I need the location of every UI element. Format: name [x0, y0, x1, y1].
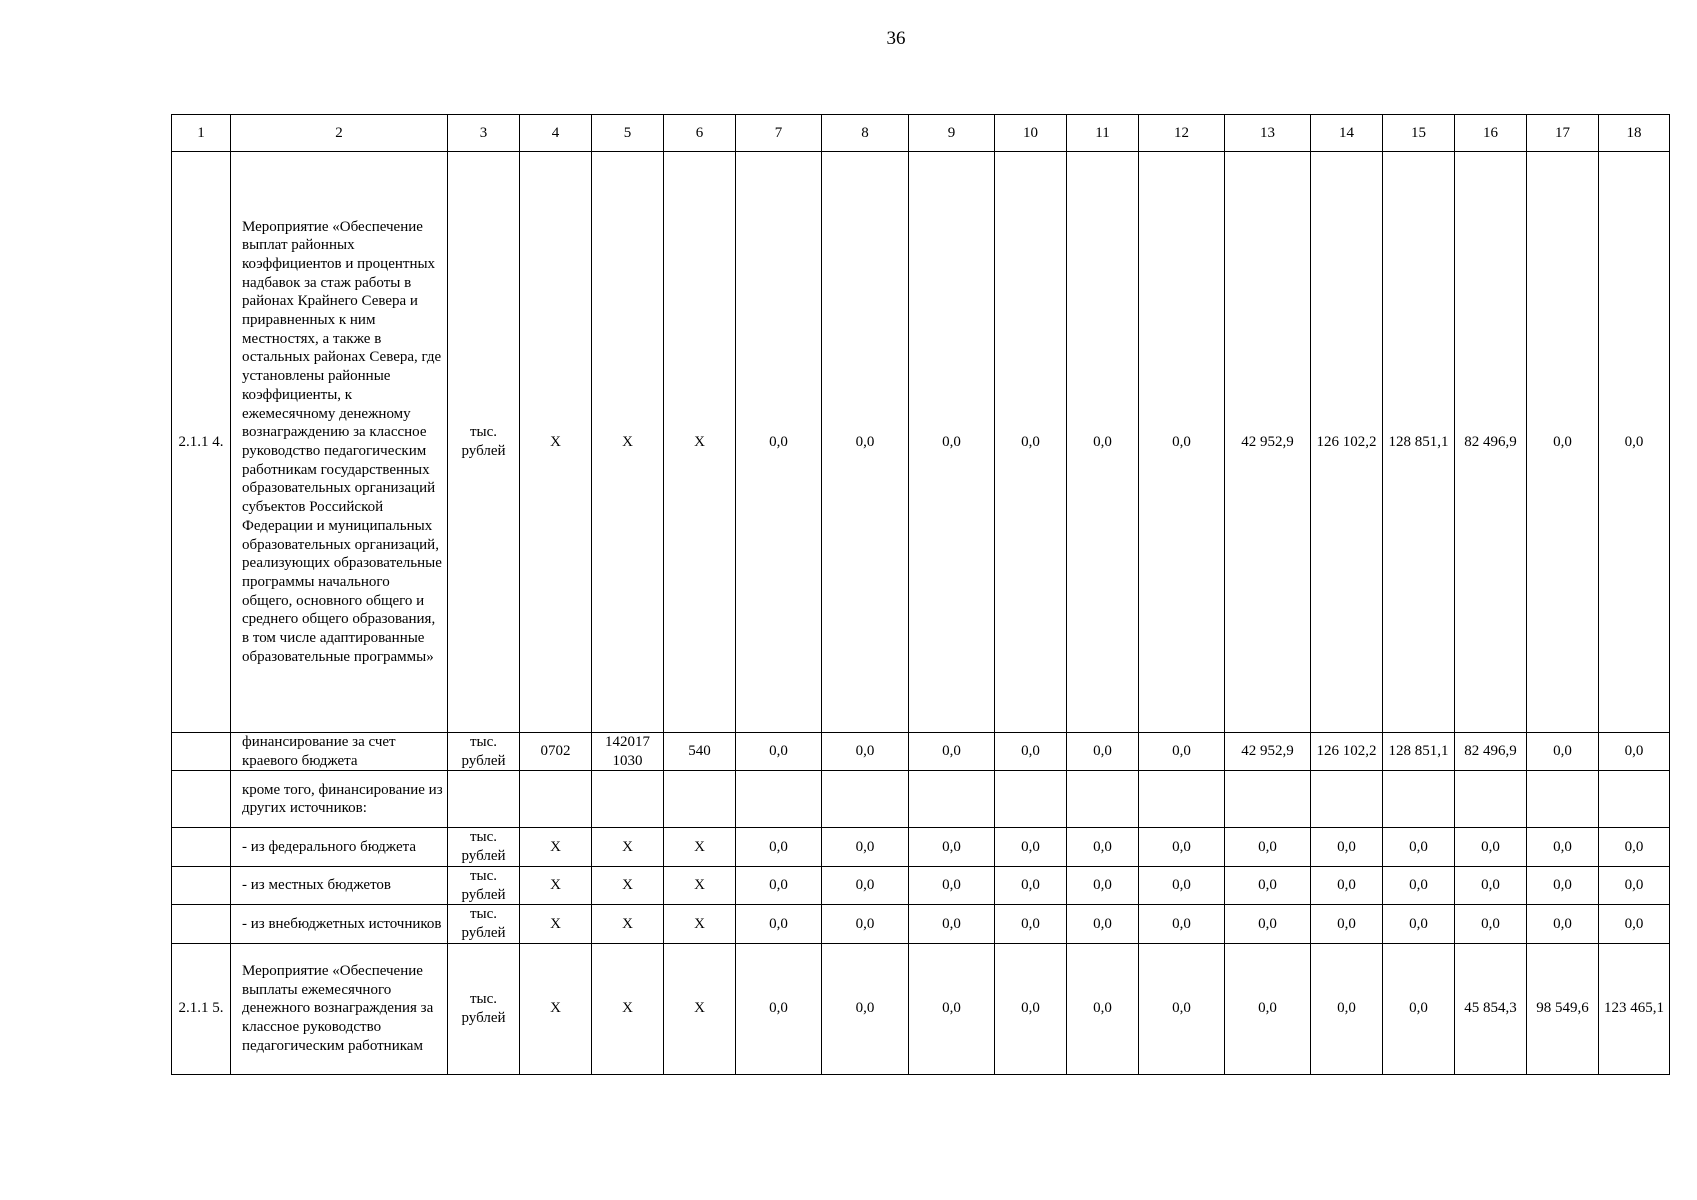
- value-cell: Х: [520, 943, 592, 1074]
- value-cell: [1455, 771, 1527, 828]
- value-cell: 0,0: [736, 866, 822, 904]
- header-cell: 4: [520, 115, 592, 152]
- unit-cell: тыс. рублей: [448, 905, 520, 943]
- value-cell: Х: [592, 943, 664, 1074]
- value-cell: 0,0: [736, 828, 822, 866]
- value-cell: 0,0: [909, 828, 995, 866]
- value-cell: [995, 771, 1067, 828]
- value-cell: 82 496,9: [1455, 152, 1527, 733]
- value-cell: 0,0: [1599, 152, 1670, 733]
- row-name-cell: Мероприятие «Обеспечение выплаты ежемесячного денежного вознаграждения за классное руководство педагогическим работникам: [231, 943, 448, 1074]
- value-cell: 0,0: [1067, 866, 1139, 904]
- unit-cell: тыс. рублей: [448, 943, 520, 1074]
- value-cell: [592, 771, 664, 828]
- header-cell: 5: [592, 115, 664, 152]
- value-cell: Х: [520, 905, 592, 943]
- value-cell: 0,0: [995, 733, 1067, 771]
- value-cell: Х: [592, 152, 664, 733]
- value-cell: [736, 771, 822, 828]
- value-cell: 0,0: [1527, 733, 1599, 771]
- value-cell: 0,0: [1139, 943, 1225, 1074]
- value-cell: [1599, 771, 1670, 828]
- header-cell: 11: [1067, 115, 1139, 152]
- header-cell: 14: [1311, 115, 1383, 152]
- value-cell: 42 952,9: [1225, 152, 1311, 733]
- value-cell: 0,0: [1383, 828, 1455, 866]
- header-cell: 16: [1455, 115, 1527, 152]
- unit-cell: тыс. рублей: [448, 152, 520, 733]
- header-cell: 17: [1527, 115, 1599, 152]
- value-cell: 0,0: [822, 733, 909, 771]
- value-cell: Х: [520, 866, 592, 904]
- value-cell: 123 465,1: [1599, 943, 1670, 1074]
- value-cell: Х: [520, 152, 592, 733]
- row-id-cell: [172, 905, 231, 943]
- row-name-cell: финансирование за счет краевого бюджета: [231, 733, 448, 771]
- value-cell: 0,0: [1067, 905, 1139, 943]
- value-cell: 540: [664, 733, 736, 771]
- value-cell: Х: [592, 828, 664, 866]
- value-cell: [520, 771, 592, 828]
- header-cell: 13: [1225, 115, 1311, 152]
- value-cell: 0,0: [909, 866, 995, 904]
- table-row: [172, 828, 1670, 866]
- value-cell: 0,0: [995, 905, 1067, 943]
- row-id-cell: [172, 733, 231, 771]
- value-cell: 0,0: [995, 152, 1067, 733]
- header-cell: 6: [664, 115, 736, 152]
- value-cell: Х: [520, 828, 592, 866]
- row-name-cell: - из федерального бюджета: [231, 828, 448, 866]
- value-cell: Х: [664, 152, 736, 733]
- unit-cell: тыс. рублей: [448, 828, 520, 866]
- value-cell: 0,0: [1527, 152, 1599, 733]
- value-cell: 128 851,1: [1383, 733, 1455, 771]
- value-cell: 0,0: [736, 152, 822, 733]
- value-cell: 0,0: [1067, 943, 1139, 1074]
- value-cell: 45 854,3: [1455, 943, 1527, 1074]
- value-cell: 0,0: [1599, 828, 1670, 866]
- value-cell: 0,0: [822, 943, 909, 1074]
- value-cell: 126 102,2: [1311, 152, 1383, 733]
- row-name-cell: кроме того, финансирование из других источников:: [231, 771, 448, 828]
- value-cell: 0,0: [1311, 866, 1383, 904]
- value-cell: 0,0: [1527, 828, 1599, 866]
- value-cell: 0,0: [1455, 828, 1527, 866]
- value-cell: 0,0: [1527, 866, 1599, 904]
- unit-cell: тыс. рублей: [448, 733, 520, 771]
- value-cell: 0,0: [822, 828, 909, 866]
- value-cell: 0,0: [1311, 905, 1383, 943]
- budget-table: [171, 114, 1670, 1075]
- value-cell: 0,0: [1383, 943, 1455, 1074]
- table-row: [172, 152, 1670, 733]
- value-cell: 0,0: [1225, 943, 1311, 1074]
- value-cell: 0,0: [909, 943, 995, 1074]
- value-cell: 0,0: [995, 943, 1067, 1074]
- value-cell: 0,0: [1139, 905, 1225, 943]
- table-header-row: [172, 115, 1670, 152]
- header-cell: 8: [822, 115, 909, 152]
- row-name-cell: Мероприятие «Обеспечение выплат районных коэффициентов и процентных надбавок за стаж работы в районах Крайнего Севера и приравненных к ним местностях, а также в остальных районах Севера, где установлены районные коэффициенты, к ежемесячному денежному вознаграждению за классное руководство педагогическим работникам государственных образовательных организаций субъектов Российской Федерации и муниципальных образовательных организаций, реализующих образовательные программы начального общего, основного общего и среднего общего образования, в том числе адаптированные образовательные программы»: [231, 152, 448, 733]
- value-cell: 82 496,9: [1455, 733, 1527, 771]
- value-cell: 0,0: [1067, 152, 1139, 733]
- value-cell: 0,0: [909, 152, 995, 733]
- value-cell: 0,0: [736, 733, 822, 771]
- row-id-cell: 2.1.1 5.: [172, 943, 231, 1074]
- header-cell: 9: [909, 115, 995, 152]
- value-cell: [1311, 771, 1383, 828]
- value-cell: 0,0: [1067, 828, 1139, 866]
- value-cell: 0,0: [1311, 943, 1383, 1074]
- value-cell: [1139, 771, 1225, 828]
- value-cell: 0,0: [822, 905, 909, 943]
- value-cell: 126 102,2: [1311, 733, 1383, 771]
- row-name-cell: - из внебюджетных источников: [231, 905, 448, 943]
- value-cell: 0,0: [1383, 905, 1455, 943]
- value-cell: Х: [592, 905, 664, 943]
- page-number: 36: [886, 28, 906, 49]
- value-cell: 0,0: [1225, 866, 1311, 904]
- value-cell: 0,0: [736, 905, 822, 943]
- value-cell: 42 952,9: [1225, 733, 1311, 771]
- header-cell: 18: [1599, 115, 1670, 152]
- value-cell: 0,0: [822, 152, 909, 733]
- value-cell: 0,0: [1455, 905, 1527, 943]
- value-cell: 0,0: [1383, 866, 1455, 904]
- header-cell: 2: [231, 115, 448, 152]
- table-row: [172, 943, 1670, 1074]
- unit-cell: [448, 771, 520, 828]
- row-name-cell: - из местных бюджетов: [231, 866, 448, 904]
- value-cell: 0,0: [1599, 866, 1670, 904]
- table-row: [172, 771, 1670, 828]
- value-cell: 0,0: [1455, 866, 1527, 904]
- header-cell: 1: [172, 115, 231, 152]
- value-cell: 128 851,1: [1383, 152, 1455, 733]
- table-row: [172, 733, 1670, 771]
- value-cell: 0,0: [1599, 733, 1670, 771]
- value-cell: 0,0: [1139, 866, 1225, 904]
- value-cell: Х: [664, 943, 736, 1074]
- value-cell: 0,0: [1311, 828, 1383, 866]
- header-cell: 7: [736, 115, 822, 152]
- value-cell: [664, 771, 736, 828]
- row-id-cell: [172, 771, 231, 828]
- value-cell: 0,0: [995, 828, 1067, 866]
- value-cell: [822, 771, 909, 828]
- header-cell: 3: [448, 115, 520, 152]
- table-row: [172, 866, 1670, 904]
- value-cell: 0,0: [1225, 905, 1311, 943]
- value-cell: 0,0: [909, 905, 995, 943]
- value-cell: 0,0: [1225, 828, 1311, 866]
- value-cell: [1225, 771, 1311, 828]
- unit-cell: тыс. рублей: [448, 866, 520, 904]
- value-cell: [1067, 771, 1139, 828]
- value-cell: 0,0: [1527, 905, 1599, 943]
- value-cell: [1383, 771, 1455, 828]
- header-cell: 15: [1383, 115, 1455, 152]
- table-row: [172, 905, 1670, 943]
- value-cell: 0,0: [1599, 905, 1670, 943]
- value-cell: Х: [664, 828, 736, 866]
- value-cell: 0,0: [736, 943, 822, 1074]
- header-cell: 12: [1139, 115, 1225, 152]
- value-cell: 0702: [520, 733, 592, 771]
- value-cell: 0,0: [822, 866, 909, 904]
- value-cell: 142017 1030: [592, 733, 664, 771]
- value-cell: [1527, 771, 1599, 828]
- row-id-cell: 2.1.1 4.: [172, 152, 231, 733]
- value-cell: Х: [664, 905, 736, 943]
- value-cell: 0,0: [995, 866, 1067, 904]
- row-id-cell: [172, 828, 231, 866]
- value-cell: 0,0: [1139, 828, 1225, 866]
- value-cell: 0,0: [1139, 733, 1225, 771]
- value-cell: 0,0: [909, 733, 995, 771]
- value-cell: [909, 771, 995, 828]
- value-cell: 98 549,6: [1527, 943, 1599, 1074]
- value-cell: Х: [592, 866, 664, 904]
- row-id-cell: [172, 866, 231, 904]
- value-cell: 0,0: [1139, 152, 1225, 733]
- header-cell: 10: [995, 115, 1067, 152]
- value-cell: Х: [664, 866, 736, 904]
- value-cell: 0,0: [1067, 733, 1139, 771]
